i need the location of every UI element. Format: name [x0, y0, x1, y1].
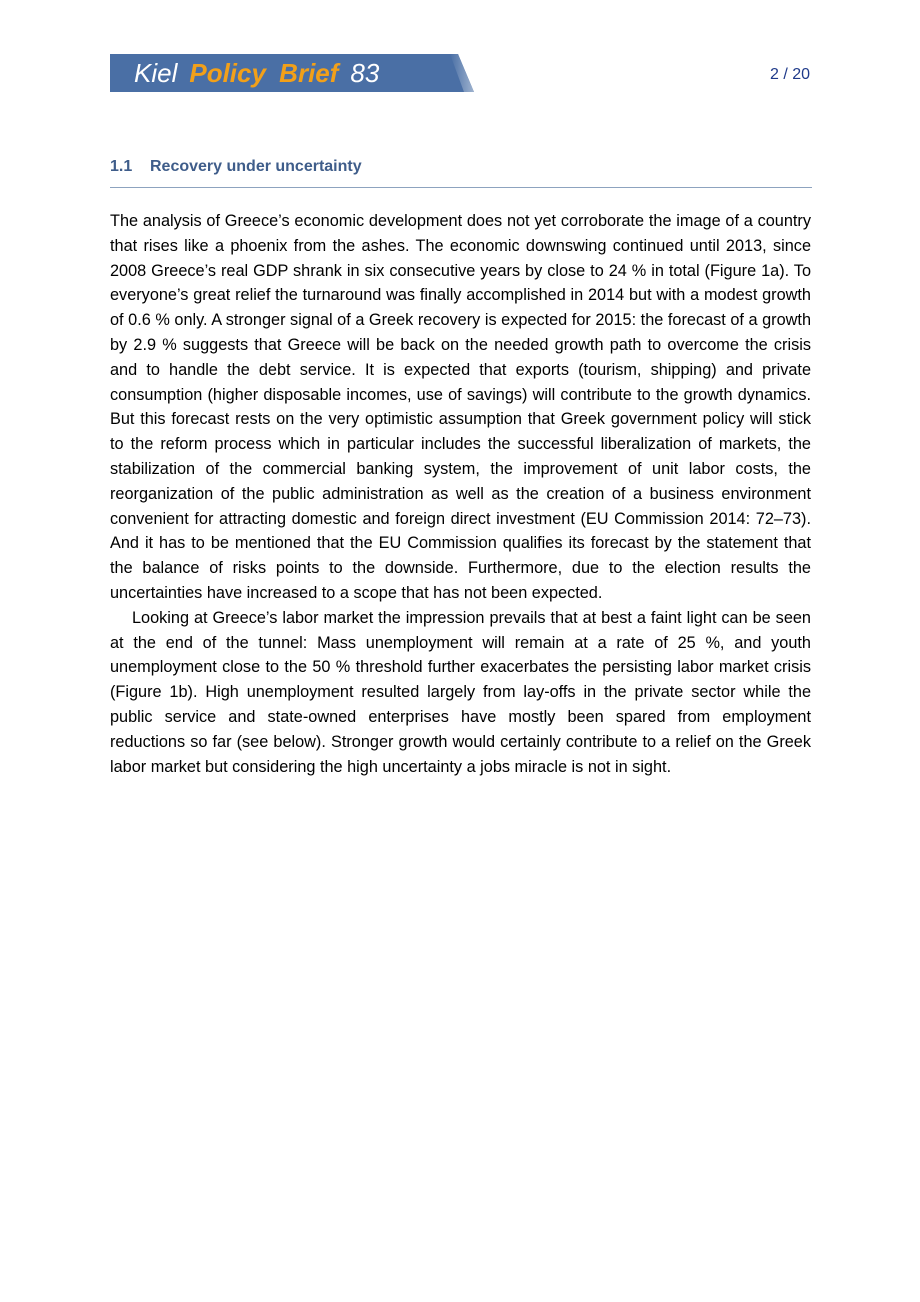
- publication-name-policy-brief: Policy Brief: [189, 58, 339, 88]
- publication-issue-number: 83: [350, 58, 380, 88]
- header-banner: [110, 54, 474, 92]
- section-title: Recovery under uncertainty: [150, 158, 362, 175]
- paragraph: The analysis of Greece’s economic development does not yet corroborate the image of a country that rises like a phoenix from the ashes. The economic downswing continued until 2013, since 2008 Greece’s real GDP shrank in six consecutive years by close to 24 % in total (Figure 1a). To everyone’s great relief the turnaround was finally accomplished in 2014 but with a modest growth of 0.6 % only. A stronger signal of a Greek recovery is expected for 2015: the forecast of a growth by 2.9 % suggests that Greece will be back on the needed growth path to overcome the crisis and to handle the debt service. It is expected that exports (tourism, shipping) and private consumption (higher disposable incomes, use of savings) will contribute to the growth dynamics. But this forecast rests on the very optimistic assumption that Greek government policy will stick to the reform process which in particular includes the successful liberalization of markets, the stabilization of the commercial banking system, the improvement of unit labor costs, the reorganization of the public administration as well as the creation of a business environment convenient for attracting domestic and foreign direct investment (EU Commission 2014: 72–73). And it has to be mentioned that the EU Commission qualifies its forecast by the statement that the balance of risks points to the downside. Furthermore, due to the election results the uncertainties have increased to a scope that has not been expected.: [110, 212, 811, 602]
- section-heading: [110, 158, 812, 188]
- page-number: 2 / 20: [769, 66, 810, 83]
- section-number: 1.1: [110, 158, 133, 175]
- publication-title: [134, 57, 379, 89]
- paragraph: Looking at Greece’s labor market the impression prevails that at best a faint light can be seen at the end of the tunnel: Mass unemployment will remain at a rate of 25 %, and youth unemployment close to the 50 % threshold further exacerbates the persisting labor market crisis (Figure 1b). High unemployment resulted largely from lay-offs in the private sector while the public service and state-owned enterprises have mostly been spared from employment reductions so far (see below). Stronger growth would certainly contribute to a relief on the Greek labor market but considering the high uncertainty a jobs miracle is not in sight.: [110, 608, 811, 776]
- publication-name-kiel: Kiel: [134, 58, 178, 88]
- body-text: [110, 209, 811, 779]
